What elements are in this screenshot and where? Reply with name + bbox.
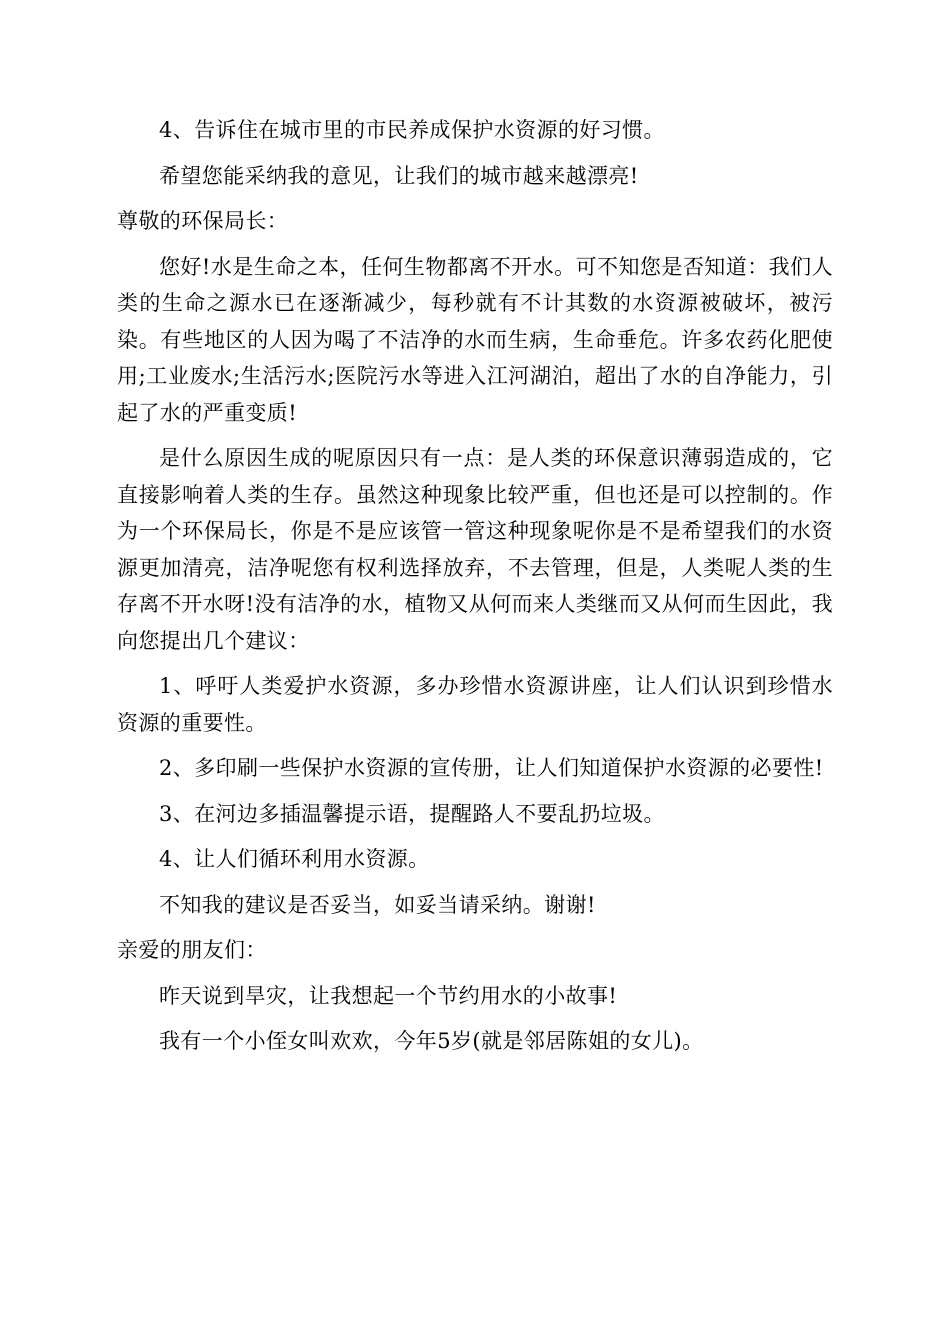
document-body — [117, 112, 833, 1069]
paragraph-closing-thanks: 不知我的建议是否妥当，如妥当请采纳。谢谢! — [159, 892, 596, 917]
paragraph-item-4-habit: 4、告诉住在城市里的市民养成保护水资源的好习惯。 — [159, 118, 665, 142]
salutation-director: 尊敬的环保局长： — [117, 209, 289, 233]
paragraph-drought-story: 昨天说到旱灾，让我想起一个节约用水的小故事! — [159, 983, 618, 1008]
salutation-friends: 亲爱的朋友们： — [117, 938, 267, 962]
paragraph-hope-adopt: 希望您能采纳我的意见，让我们的城市越来越漂亮! — [159, 163, 639, 188]
suggestion-2: 2、多印刷一些保护水资源的宣传册，让人们知道保护水资源的必要性! — [159, 756, 824, 780]
paragraph-niece-huanhuan: 我有一个小侄女叫欢欢，今年5岁(就是邻居陈姐的女儿)。 — [159, 1029, 704, 1053]
paragraph-water-importance: 您好!水是生命之本，任何生物都离不开水。可不知您是否知道：我们人类的生命之源水已在逐渐减少，每秒就有不计其数的水资源被破坏，被污染。有些地区的人因为喝了不洁净的水而生病，生命垂危。许多农药化肥使用;工业废水;生活污水;医院污水等进入江河湖泊，超出了水的自净能力，引起了水的严重变质! — [117, 254, 833, 425]
suggestion-4: 4、让人们循环利用水资源。 — [159, 847, 430, 871]
suggestion-1: 1、呼吁人类爱护水资源，多办珍惜水资源讲座，让人们认识到珍惜水资源的重要性。 — [117, 674, 833, 735]
suggestion-3: 3、在河边多插温馨提示语，提醒路人不要乱扔垃圾。 — [159, 801, 665, 826]
paragraph-cause: 是什么原因生成的呢原因只有一点：是人类的环保意识薄弱造成的，它直接影响着人类的生存。虽然这种现象比较严重，但也还是可以控制的。作为一个环保局长，你是不是应该管一管这种现象呢你是不是希望我们的水资源更加清亮，洁净呢您有权利选择放弃，不去管理，但是，人类呢人类的生存离不开水呀!没有洁净的水，植物又从何而来人类继而又从何而生因此，我向您提出几个建议： — [117, 446, 833, 653]
